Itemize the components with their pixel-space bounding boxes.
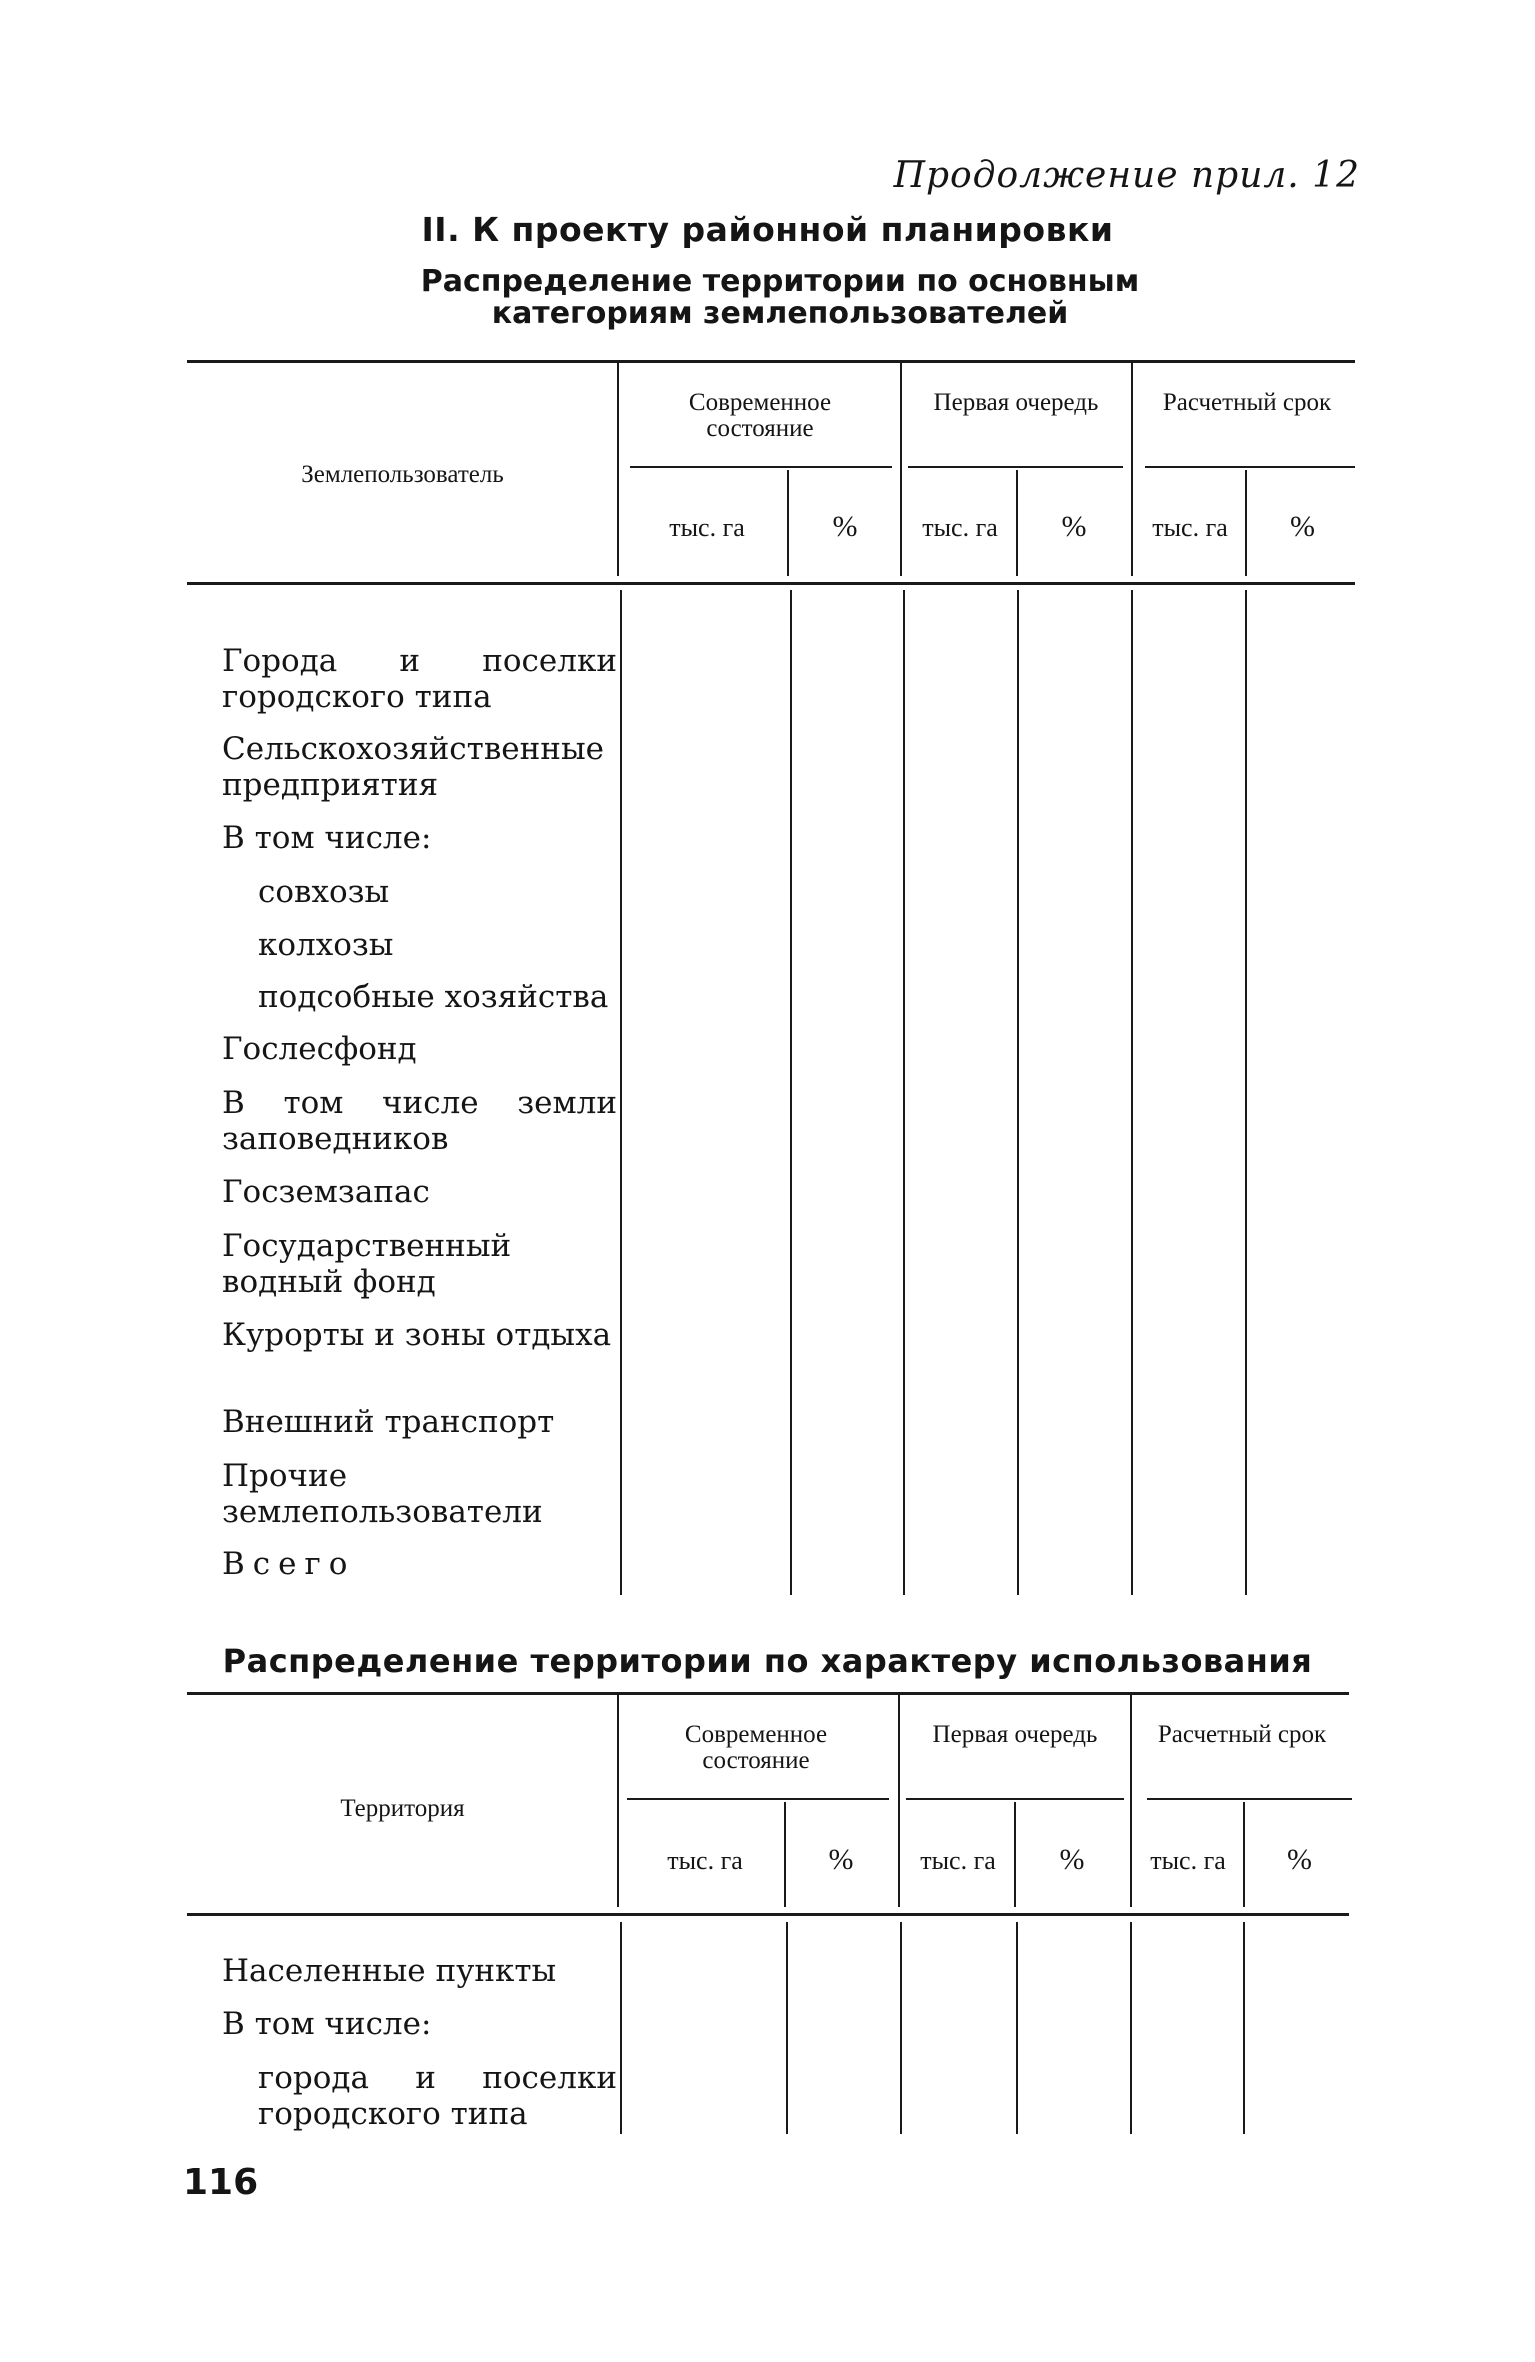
table2-percent: % — [1287, 1843, 1312, 1876]
table1-body-vline — [903, 590, 905, 1595]
table1-row-label: Гослесфонд — [222, 1031, 417, 1067]
table1-unit: тыс. га — [1152, 513, 1228, 542]
table1-hdr-vline — [1016, 470, 1018, 576]
table1-group-rule-3 — [1145, 466, 1355, 468]
table1-body-vline — [790, 590, 792, 1595]
table2-hdr-vline — [784, 1802, 786, 1907]
table1-row-label: Госземзапас — [222, 1174, 430, 1210]
table2-row-header: Территория — [340, 1795, 465, 1822]
table2-hdr-vline — [617, 1695, 619, 1907]
table1-percent: % — [1061, 510, 1087, 543]
table1-row-label: Прочие землепользователи — [222, 1458, 543, 1530]
table2-body-vline — [786, 1922, 788, 2134]
table1-row-header: Землепользователь — [301, 461, 504, 488]
table2-body-vline — [1016, 1922, 1018, 2134]
table2-percent: % — [828, 1843, 854, 1876]
table1-body-vline — [1131, 590, 1133, 1595]
table1-group-rule-1 — [630, 466, 892, 468]
table2-unit: тыс. га — [1150, 1846, 1226, 1875]
table1-row-label: Курорты и зоны отдыха — [222, 1317, 612, 1353]
table2-title: Распределение территории по характеру использования — [222, 1642, 1313, 1680]
table2-hdr-vline — [1014, 1802, 1016, 1907]
table1-row-label: Внешний транспорт — [222, 1404, 555, 1440]
table2-header-bottom-rule — [187, 1913, 1349, 1916]
table2-percent: % — [1059, 1843, 1085, 1876]
table2-hdr-vline — [898, 1695, 900, 1907]
table1-group-rule-2 — [908, 466, 1123, 468]
table1-row-label: В том числе: — [222, 820, 432, 856]
table1-header-bottom-rule — [187, 582, 1355, 585]
continuation-note: Продолжение прил. 12 — [893, 155, 1360, 196]
table2-unit: тыс. га — [920, 1846, 996, 1875]
table1-hdr-vline — [1245, 470, 1247, 576]
table2-group-current: Современное состояние — [684, 1721, 828, 1774]
table1-unit: тыс. га — [922, 513, 998, 542]
table2-group-target: Расчетный срок — [1157, 1721, 1327, 1748]
table1-row-label: В том числе земли заповедников — [222, 1085, 617, 1157]
table1-hdr-vline — [900, 363, 902, 576]
table1-body-vline — [1017, 590, 1019, 1595]
table1-row-label: Государственный водный фонд — [222, 1228, 512, 1300]
table1-row-label: Города и поселки городского типа — [222, 643, 617, 715]
table2-row-label: Населенные пункты — [222, 1953, 557, 1989]
table2-group-rule-3 — [1147, 1798, 1352, 1800]
table1-row-label: подсобные хозяйства — [258, 979, 609, 1015]
table2-unit: тыс. га — [667, 1846, 743, 1875]
table1-body-vline — [1245, 590, 1247, 1595]
table1-row-label-total: Всего — [222, 1546, 356, 1582]
table1-hdr-vline — [617, 363, 619, 576]
page-number: 116 — [183, 2162, 259, 2203]
table1-group-current: Современное состояние — [688, 389, 832, 442]
table1-row-label: колхозы — [258, 927, 394, 963]
section-title: II. К проекту районной планировки — [421, 210, 1114, 249]
table1-row-label: Сельскохозяйственные предприятия — [222, 731, 604, 803]
table2-body-vline — [620, 1922, 622, 2134]
table2-body-vline — [900, 1922, 902, 2134]
table1-body-vline — [620, 590, 622, 1595]
table2-body-vline — [1243, 1922, 1245, 2134]
table2-top-rule — [187, 1692, 1349, 1695]
table2-group-rule-2 — [906, 1798, 1124, 1800]
table1-group-first-stage: Первая очередь — [933, 389, 1099, 416]
table1-hdr-vline — [1131, 363, 1133, 576]
table2-hdr-vline — [1130, 1695, 1132, 1907]
table2-body-vline — [1130, 1922, 1132, 2134]
table2-group-first-stage: Первая очередь — [932, 1721, 1098, 1748]
table1-group-target: Расчетный срок — [1162, 389, 1332, 416]
table1-title: Распределение территории по основным категориям землепользователей — [420, 264, 1140, 331]
table1-hdr-vline — [787, 470, 789, 576]
table2-row-label: В том числе: — [222, 2006, 432, 2042]
table2-row-label: города и поселки городского типа — [258, 2060, 617, 2132]
table1-row-label: совхозы — [258, 874, 390, 910]
table2-group-rule-1 — [627, 1798, 889, 1800]
table1-top-rule — [187, 360, 1355, 363]
table1-unit: тыс. га — [669, 513, 745, 542]
table2-hdr-vline — [1243, 1802, 1245, 1907]
table1-percent: % — [832, 510, 858, 543]
table1-percent: % — [1290, 510, 1315, 543]
